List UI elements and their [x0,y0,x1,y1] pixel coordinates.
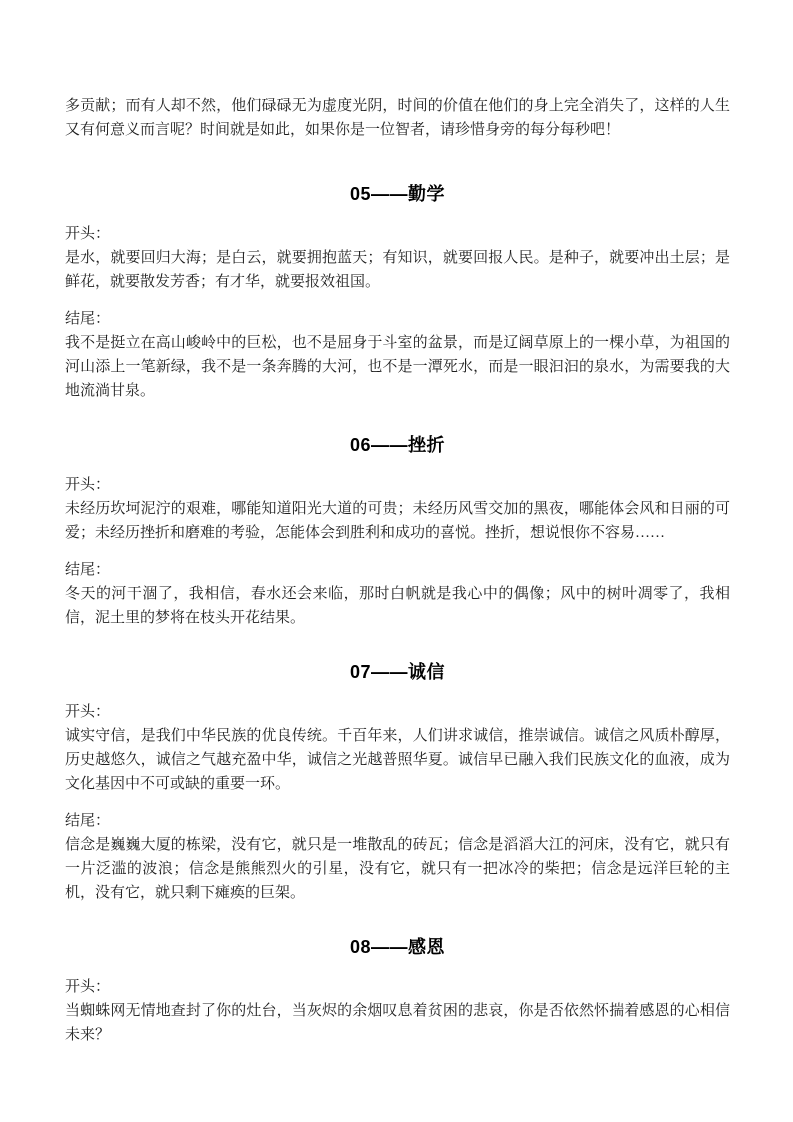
opening-block-05 [65,222,730,294]
opening-block-07 [65,700,730,796]
section-separator: —— [371,662,409,682]
opening-label: 开头： [65,979,111,995]
section-separator: —— [371,435,409,455]
ending-text: 我不是挺立在高山峻岭中的巨松，也不是屈身于斗室的盆景，而是辽阔草原上的一棵小草，为祖国的河山添上一笔新绿，我不是一条奔腾的大河，也不是一潭死水，而是一眼汩汩的泉水，为需要我的大地流淌甘泉。 [65,335,730,399]
section-separator: —— [371,937,409,957]
opening-label: 开头： [65,704,111,720]
section-heading-08 [65,935,730,959]
section-number: 07 [349,662,372,682]
ending-text: 冬天的河干涸了，我相信，春水还会来临，那时白帆就是我心中的偶像；风中的树叶凋零了，我相信，泥土里的梦将在枝头开花结果。 [65,586,730,626]
opening-text: 未经历坎坷泥泞的艰难，哪能知道阳光大道的可贵；未经历风雪交加的黑夜，哪能体会风和日丽的可爱；未经历挫折和磨难的考验，怎能体会到胜利和成功的喜悦。挫折，想说恨你不容易…… [65,501,730,541]
opening-label: 开头： [65,477,111,493]
section-number: 06 [349,435,372,455]
section-title: 诚信 [408,662,446,682]
section-title: 挫折 [408,435,446,455]
opening-label: 开头： [65,226,111,242]
section-heading-05 [65,182,730,206]
ending-label: 结尾： [65,311,111,327]
opening-text: 诚实守信，是我们中华民族的优良传统。千百年来，人们讲求诚信，推崇诚信。诚信之风质朴醇厚，历史越悠久，诚信之气越充盈中华，诚信之光越普照华夏。诚信早已融入我们民族文化的血液，成为文化基因中不可或缺的重要一环。 [65,728,730,792]
section-title: 勤学 [408,184,446,204]
section-number: 08 [349,937,372,957]
ending-block-06 [65,558,730,630]
section-title: 感恩 [408,937,446,957]
section-heading-07 [65,660,730,684]
ending-text: 信念是巍巍大厦的栋梁，没有它，就只是一堆散乱的砖瓦；信念是滔滔大江的河床，没有它，就只有一片泛滥的波浪；信念是熊熊烈火的引星，没有它，就只有一把冰冷的柴把；信念是远洋巨轮的主机，没有它，就只剩下瘫痪的巨架。 [65,837,730,901]
section-number: 05 [349,184,372,204]
opening-text: 当蜘蛛网无情地查封了你的灶台，当灰烬的余烟叹息着贫困的悲哀，你是否依然怀揣着感恩的心相信未来？ [65,1003,730,1043]
ending-label: 结尾： [65,813,111,829]
opening-text: 是水，就要回归大海；是白云，就要拥抱蓝天；有知识，就要回报人民。是种子，就要冲出土层；是鲜花，就要散发芳香；有才华，就要报效祖国。 [65,250,730,290]
ending-block-05 [65,307,730,403]
ending-label: 结尾： [65,562,111,578]
ending-block-07 [65,809,730,905]
section-separator: —— [371,184,409,204]
opening-block-06 [65,473,730,545]
section-heading-06 [65,433,730,457]
intro-paragraph: 多贡献；而有人却不然，他们碌碌无为虚度光阴，时间的价值在他们的身上完全消失了，这样的人生又有何意义而言呢？时间就是如此，如果你是一位智者，请珍惜身旁的每分每秒吧！ [65,98,730,138]
opening-block-08 [65,975,730,1047]
